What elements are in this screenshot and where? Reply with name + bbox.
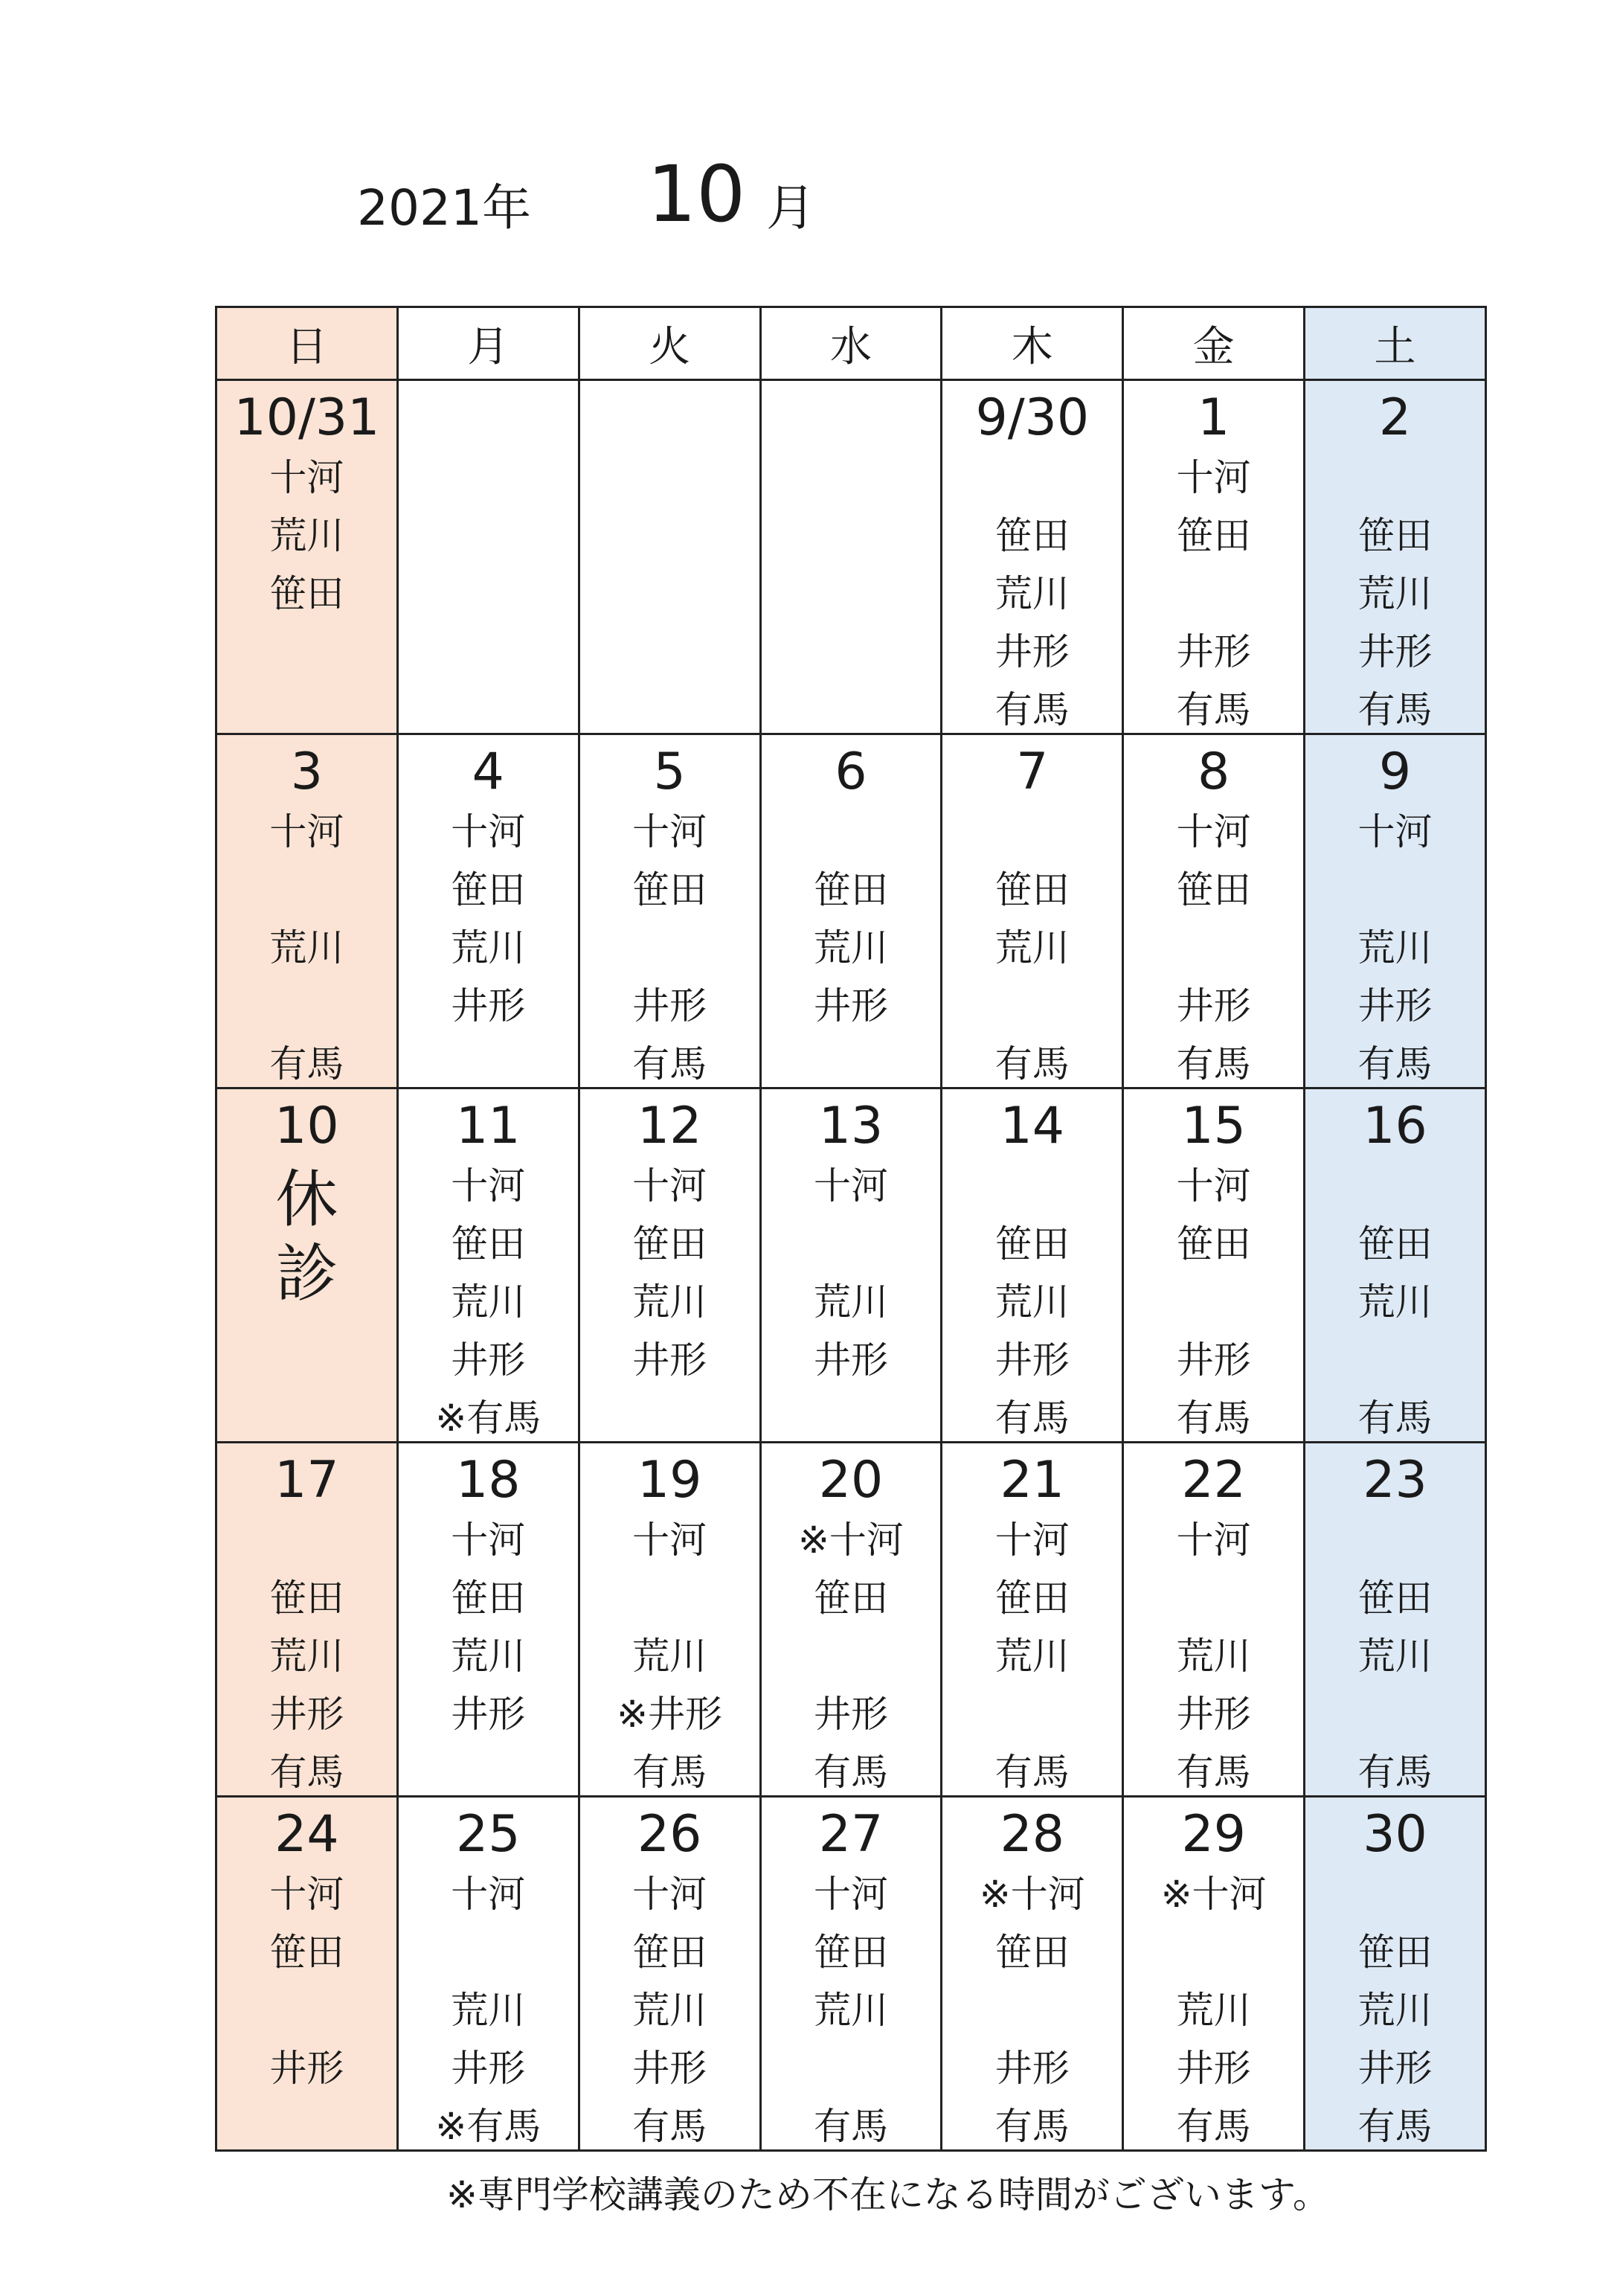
calendar-day-cell bbox=[760, 1797, 942, 2151]
doctor-name: 笹田 bbox=[994, 1931, 1070, 1974]
doctor-name: 笹田 bbox=[632, 868, 707, 911]
weekday-header: 月 bbox=[397, 307, 579, 380]
calendar-week-row bbox=[216, 380, 1486, 734]
doctor-name bbox=[217, 861, 396, 919]
calendar-day-cell bbox=[397, 1443, 579, 1797]
weekday-header: 木 bbox=[942, 307, 1123, 380]
doctor-name bbox=[399, 681, 578, 739]
doctor-name: 荒川 bbox=[994, 1280, 1070, 1324]
doctor-name: 有馬 bbox=[632, 1042, 707, 1086]
doctor-name: 井形 bbox=[269, 2047, 344, 2090]
doctor-name: 井形 bbox=[451, 2047, 526, 2090]
doctor-name: 有馬 bbox=[632, 1751, 707, 1794]
weekday-header: 日 bbox=[216, 307, 398, 380]
doctor-name: 笹田 bbox=[632, 1931, 707, 1974]
doctor-name: 有馬 bbox=[1357, 2105, 1433, 2148]
doctor-name: 有馬 bbox=[632, 2105, 707, 2148]
calendar-day-cell bbox=[579, 734, 760, 1088]
doctor-name: 十河 bbox=[632, 1873, 707, 1916]
doctor-name: 井形 bbox=[632, 984, 707, 1027]
doctor-name bbox=[217, 2097, 396, 2155]
doctor-name bbox=[942, 1981, 1122, 2039]
day-number bbox=[762, 387, 941, 449]
doctor-name: 荒川 bbox=[994, 926, 1070, 969]
doctor-name: 笹田 bbox=[813, 868, 888, 911]
calendar-day-cell bbox=[1123, 1443, 1305, 1797]
day-number: 19 bbox=[637, 1451, 702, 1510]
doctor-name: 井形 bbox=[1357, 2047, 1433, 2090]
calendar-day-cell bbox=[942, 1443, 1123, 1797]
doctor-name: 井形 bbox=[451, 1693, 526, 1736]
doctor-name: 荒川 bbox=[1357, 1280, 1433, 1324]
doctor-name: 有馬 bbox=[1176, 1751, 1251, 1794]
doctor-name bbox=[762, 623, 941, 681]
doctor-name bbox=[942, 977, 1122, 1035]
doctor-name bbox=[1305, 449, 1485, 507]
doctor-name bbox=[399, 449, 578, 507]
doctor-name: 笹田 bbox=[1176, 1222, 1251, 1266]
calendar-day-cell bbox=[942, 1797, 1123, 2151]
doctor-name: 井形 bbox=[1357, 630, 1433, 673]
doctor-name: 有馬 bbox=[1357, 1042, 1433, 1086]
doctor-name: ※井形 bbox=[617, 1693, 723, 1736]
doctor-name bbox=[1305, 861, 1485, 919]
day-number: 8 bbox=[1198, 743, 1230, 801]
calendar-day-cell bbox=[1305, 1088, 1486, 1443]
calendar-week-row bbox=[216, 1443, 1486, 1797]
calendar-day-cell bbox=[760, 380, 942, 734]
doctor-name bbox=[1124, 1569, 1303, 1627]
doctor-name: 笹田 bbox=[994, 514, 1070, 557]
day-number: 23 bbox=[1363, 1451, 1427, 1510]
calendar-day-cell bbox=[760, 1088, 942, 1443]
doctor-name: 十河 bbox=[1357, 810, 1433, 853]
day-number: 27 bbox=[818, 1805, 884, 1864]
day-number: 28 bbox=[1000, 1805, 1065, 1864]
closed-label: 診 bbox=[275, 1237, 338, 1310]
doctor-name: 荒川 bbox=[269, 926, 344, 969]
doctor-name: 荒川 bbox=[813, 1280, 888, 1324]
doctor-name: 笹田 bbox=[451, 1222, 526, 1266]
calendar-day-cell bbox=[579, 1443, 760, 1797]
doctor-name bbox=[762, 1035, 941, 1093]
doctor-name: 笹田 bbox=[269, 572, 344, 615]
doctor-name: 有馬 bbox=[994, 688, 1070, 731]
doctor-name bbox=[762, 507, 941, 565]
day-number: 17 bbox=[274, 1451, 339, 1510]
doctor-name bbox=[580, 1389, 759, 1447]
doctor-name: 井形 bbox=[1357, 984, 1433, 1027]
calendar-day-cell bbox=[397, 734, 579, 1088]
day-number: 24 bbox=[274, 1805, 339, 1864]
doctor-name: 井形 bbox=[632, 2047, 707, 2090]
day-number: 18 bbox=[456, 1451, 521, 1510]
doctor-name bbox=[762, 1215, 941, 1273]
month-number: 10 bbox=[647, 149, 746, 240]
doctor-name: 荒川 bbox=[994, 1635, 1070, 1678]
day-number bbox=[399, 387, 578, 449]
doctor-name: 井形 bbox=[1176, 630, 1251, 673]
doctor-name: 井形 bbox=[813, 1338, 888, 1382]
doctor-name: 笹田 bbox=[1176, 868, 1251, 911]
calendar-day-cell bbox=[216, 1797, 398, 2151]
doctor-name bbox=[1305, 1157, 1485, 1215]
day-number: 10 bbox=[274, 1097, 339, 1155]
doctor-name: 十河 bbox=[632, 810, 707, 853]
day-number: 2 bbox=[1378, 388, 1412, 447]
calendar-day-cell bbox=[579, 1797, 760, 2151]
doctor-name: 笹田 bbox=[1357, 514, 1433, 557]
calendar-day-cell bbox=[216, 380, 398, 734]
doctor-name: 有馬 bbox=[1357, 688, 1433, 731]
calendar-day-cell bbox=[397, 1088, 579, 1443]
doctor-name bbox=[1124, 1923, 1303, 1981]
doctor-name: 有馬 bbox=[813, 2105, 888, 2148]
calendar-day-cell bbox=[579, 1088, 760, 1443]
doctor-name bbox=[399, 1743, 578, 1801]
doctor-name: 有馬 bbox=[994, 1042, 1070, 1086]
doctor-name bbox=[580, 1569, 759, 1627]
day-number: 22 bbox=[1181, 1451, 1246, 1510]
doctor-name: 荒川 bbox=[632, 1280, 707, 1324]
doctor-name bbox=[942, 1157, 1122, 1215]
doctor-name: 荒川 bbox=[1176, 1989, 1251, 2032]
month-unit: 月 bbox=[766, 179, 815, 237]
calendar-day-cell bbox=[397, 380, 579, 734]
doctor-name: 荒川 bbox=[451, 1989, 526, 2032]
doctor-name: 有馬 bbox=[813, 1751, 888, 1794]
weekday-header: 水 bbox=[760, 307, 942, 380]
doctor-name bbox=[580, 623, 759, 681]
doctor-name: 荒川 bbox=[994, 572, 1070, 615]
day-number: 16 bbox=[1363, 1097, 1427, 1155]
doctor-name: 十河 bbox=[994, 1519, 1070, 1562]
doctor-name: 荒川 bbox=[813, 926, 888, 969]
doctor-name: 有馬 bbox=[269, 1751, 344, 1794]
doctor-name: 笹田 bbox=[269, 1931, 344, 1974]
day-number: 20 bbox=[818, 1451, 884, 1510]
day-number: 6 bbox=[835, 743, 867, 801]
doctor-name: 井形 bbox=[1176, 1338, 1251, 1382]
day-number: 25 bbox=[456, 1805, 521, 1864]
day-number: 9/30 bbox=[975, 388, 1090, 447]
calendar-grid bbox=[215, 306, 1487, 2152]
doctor-name bbox=[762, 803, 941, 861]
calendar-day-cell bbox=[1123, 1797, 1305, 2151]
doctor-name: 笹田 bbox=[451, 868, 526, 911]
doctor-name: 荒川 bbox=[451, 926, 526, 969]
doctor-name: 有馬 bbox=[1357, 1751, 1433, 1794]
calendar-day-cell bbox=[942, 734, 1123, 1088]
day-number: 15 bbox=[1181, 1097, 1246, 1155]
doctor-name bbox=[762, 1627, 941, 1685]
doctor-name bbox=[399, 507, 578, 565]
doctor-name: 井形 bbox=[451, 984, 526, 1027]
doctor-name bbox=[399, 1923, 578, 1981]
doctor-name bbox=[762, 1389, 941, 1447]
doctor-name: 有馬 bbox=[1176, 1396, 1251, 1440]
doctor-name: 有馬 bbox=[994, 1751, 1070, 1794]
doctor-name: ※十河 bbox=[1160, 1873, 1267, 1916]
doctor-name: 荒川 bbox=[1357, 1635, 1433, 1678]
doctor-name bbox=[942, 449, 1122, 507]
doctor-name: ※有馬 bbox=[435, 2105, 541, 2148]
doctor-name: 荒川 bbox=[451, 1635, 526, 1678]
doctor-name bbox=[762, 681, 941, 739]
doctor-name: 荒川 bbox=[632, 1635, 707, 1678]
doctor-name: 荒川 bbox=[1176, 1635, 1251, 1678]
doctor-name: 荒川 bbox=[451, 1280, 526, 1324]
doctor-name: 井形 bbox=[1176, 1693, 1251, 1736]
doctor-name bbox=[580, 507, 759, 565]
doctor-name: 笹田 bbox=[994, 1222, 1070, 1266]
doctor-name: 十河 bbox=[1176, 1519, 1251, 1562]
calendar-day-cell bbox=[579, 380, 760, 734]
calendar-day-cell bbox=[760, 1443, 942, 1797]
doctor-name: 十河 bbox=[269, 456, 344, 499]
doctor-name: 十河 bbox=[1176, 810, 1251, 853]
day-number: 11 bbox=[456, 1097, 521, 1155]
doctor-name bbox=[580, 681, 759, 739]
doctor-name bbox=[1305, 1511, 1485, 1569]
doctor-name: 有馬 bbox=[1176, 2105, 1251, 2148]
doctor-name bbox=[762, 449, 941, 507]
doctor-name: 有馬 bbox=[1176, 688, 1251, 731]
doctor-name: 十河 bbox=[1176, 456, 1251, 499]
doctor-name bbox=[217, 977, 396, 1035]
doctor-name: 笹田 bbox=[813, 1931, 888, 1974]
day-number: 13 bbox=[818, 1097, 884, 1155]
doctor-name bbox=[942, 1685, 1122, 1743]
day-number: 26 bbox=[637, 1805, 702, 1864]
doctor-name: 荒川 bbox=[1357, 926, 1433, 969]
day-number: 9 bbox=[1378, 743, 1412, 801]
doctor-name: 有馬 bbox=[1357, 1396, 1433, 1440]
calendar-day-cell bbox=[942, 1088, 1123, 1443]
weekday-header: 土 bbox=[1305, 307, 1486, 380]
doctor-name: 十河 bbox=[451, 810, 526, 853]
doctor-name: 有馬 bbox=[1176, 1042, 1251, 1086]
doctor-name: 十河 bbox=[451, 1873, 526, 1916]
doctor-name bbox=[399, 623, 578, 681]
year-label: 2021年 bbox=[357, 179, 531, 237]
doctor-name bbox=[217, 1511, 396, 1569]
calendar-week-row bbox=[216, 1797, 1486, 2151]
doctor-name: 荒川 bbox=[1357, 1989, 1433, 2032]
doctor-name: 井形 bbox=[1176, 984, 1251, 1027]
doctor-name bbox=[580, 919, 759, 977]
doctor-name bbox=[1305, 1865, 1485, 1923]
doctor-name: 荒川 bbox=[269, 1635, 344, 1678]
calendar-day-cell bbox=[1305, 380, 1486, 734]
calendar-week-row bbox=[216, 734, 1486, 1088]
calendar-day-cell bbox=[1123, 380, 1305, 734]
day-number: 4 bbox=[472, 743, 504, 801]
doctor-name: 荒川 bbox=[632, 1989, 707, 2032]
doctor-name: 井形 bbox=[632, 1338, 707, 1382]
calendar-day-cell bbox=[1123, 1088, 1305, 1443]
doctor-name: ※十河 bbox=[798, 1519, 904, 1562]
doctor-name bbox=[580, 449, 759, 507]
doctor-name: 井形 bbox=[994, 2047, 1070, 2090]
doctor-name bbox=[399, 1035, 578, 1093]
calendar-day-cell bbox=[1305, 1443, 1486, 1797]
calendar-week-row bbox=[216, 1088, 1486, 1443]
day-number: 1 bbox=[1198, 388, 1230, 447]
doctor-name: 井形 bbox=[451, 1338, 526, 1382]
doctor-name: 有馬 bbox=[994, 2105, 1070, 2148]
doctor-name bbox=[399, 565, 578, 623]
calendar-day-cell bbox=[216, 734, 398, 1088]
weekday-header-row bbox=[216, 307, 1486, 380]
doctor-name: 笹田 bbox=[269, 1577, 344, 1620]
doctor-name: 十河 bbox=[269, 1873, 344, 1916]
doctor-name: 笹田 bbox=[632, 1222, 707, 1266]
doctor-name: ※有馬 bbox=[435, 1396, 541, 1440]
doctor-name: ※十河 bbox=[979, 1873, 1085, 1916]
calendar-day-cell bbox=[760, 734, 942, 1088]
day-number: 5 bbox=[653, 743, 686, 801]
doctor-name: 有馬 bbox=[269, 1042, 344, 1086]
day-number: 21 bbox=[1000, 1451, 1065, 1510]
calendar-day-cell bbox=[1305, 734, 1486, 1088]
doctor-name: 十河 bbox=[632, 1164, 707, 1208]
doctor-name: 井形 bbox=[994, 1338, 1070, 1382]
doctor-name: 十河 bbox=[269, 810, 344, 853]
doctor-name: 荒川 bbox=[269, 514, 344, 557]
calendar-day-cell bbox=[216, 1088, 398, 1443]
doctor-name: 十河 bbox=[451, 1164, 526, 1208]
doctor-name: 笹田 bbox=[994, 868, 1070, 911]
doctor-name bbox=[762, 2039, 941, 2097]
day-number: 10/31 bbox=[234, 388, 380, 447]
doctor-name: 井形 bbox=[994, 630, 1070, 673]
doctor-name: 笹田 bbox=[813, 1577, 888, 1620]
footnote: ※専門学校講義のため不在になる時間がございます。 bbox=[446, 2173, 1330, 2216]
closed-label: 休 bbox=[275, 1163, 338, 1236]
doctor-name: 十河 bbox=[1176, 1164, 1251, 1208]
doctor-name: 笹田 bbox=[994, 1577, 1070, 1620]
doctor-name: 有馬 bbox=[994, 1396, 1070, 1440]
day-number: 30 bbox=[1363, 1805, 1427, 1864]
doctor-name bbox=[762, 565, 941, 623]
doctor-name: 井形 bbox=[813, 1693, 888, 1736]
weekday-header: 火 bbox=[579, 307, 760, 380]
doctor-name: 十河 bbox=[632, 1519, 707, 1562]
calendar-day-cell bbox=[397, 1797, 579, 2151]
doctor-name: 十河 bbox=[451, 1519, 526, 1562]
day-number: 14 bbox=[1000, 1097, 1065, 1155]
calendar-day-cell bbox=[1123, 734, 1305, 1088]
weekday-header: 金 bbox=[1123, 307, 1305, 380]
calendar-day-cell bbox=[216, 1443, 398, 1797]
doctor-name: 井形 bbox=[269, 1693, 344, 1736]
doctor-name: 十河 bbox=[813, 1873, 888, 1916]
doctor-name: 十河 bbox=[813, 1164, 888, 1208]
doctor-name bbox=[580, 565, 759, 623]
doctor-name: 笹田 bbox=[451, 1577, 526, 1620]
doctor-name bbox=[1124, 565, 1303, 623]
doctor-name: 井形 bbox=[1176, 2047, 1251, 2090]
doctor-name: 井形 bbox=[813, 984, 888, 1027]
doctor-name bbox=[217, 681, 396, 739]
doctor-name bbox=[217, 623, 396, 681]
day-number: 29 bbox=[1181, 1805, 1246, 1864]
doctor-name bbox=[942, 803, 1122, 861]
doctor-name bbox=[217, 1981, 396, 2039]
day-number bbox=[580, 387, 759, 449]
doctor-name bbox=[1305, 1331, 1485, 1389]
day-number: 7 bbox=[1016, 743, 1049, 801]
day-number: 3 bbox=[290, 743, 324, 801]
doctor-name bbox=[1124, 1273, 1303, 1331]
doctor-name bbox=[1124, 919, 1303, 977]
doctor-name: 笹田 bbox=[1357, 1222, 1433, 1266]
calendar-day-cell bbox=[1305, 1797, 1486, 2151]
doctor-name: 荒川 bbox=[1357, 572, 1433, 615]
doctor-name: 笹田 bbox=[1357, 1931, 1433, 1974]
doctor-name: 笹田 bbox=[1176, 514, 1251, 557]
doctor-name: 笹田 bbox=[1357, 1577, 1433, 1620]
doctor-name: 荒川 bbox=[813, 1989, 888, 2032]
calendar-day-cell bbox=[942, 380, 1123, 734]
doctor-name bbox=[1305, 1685, 1485, 1743]
day-number: 12 bbox=[637, 1097, 702, 1155]
